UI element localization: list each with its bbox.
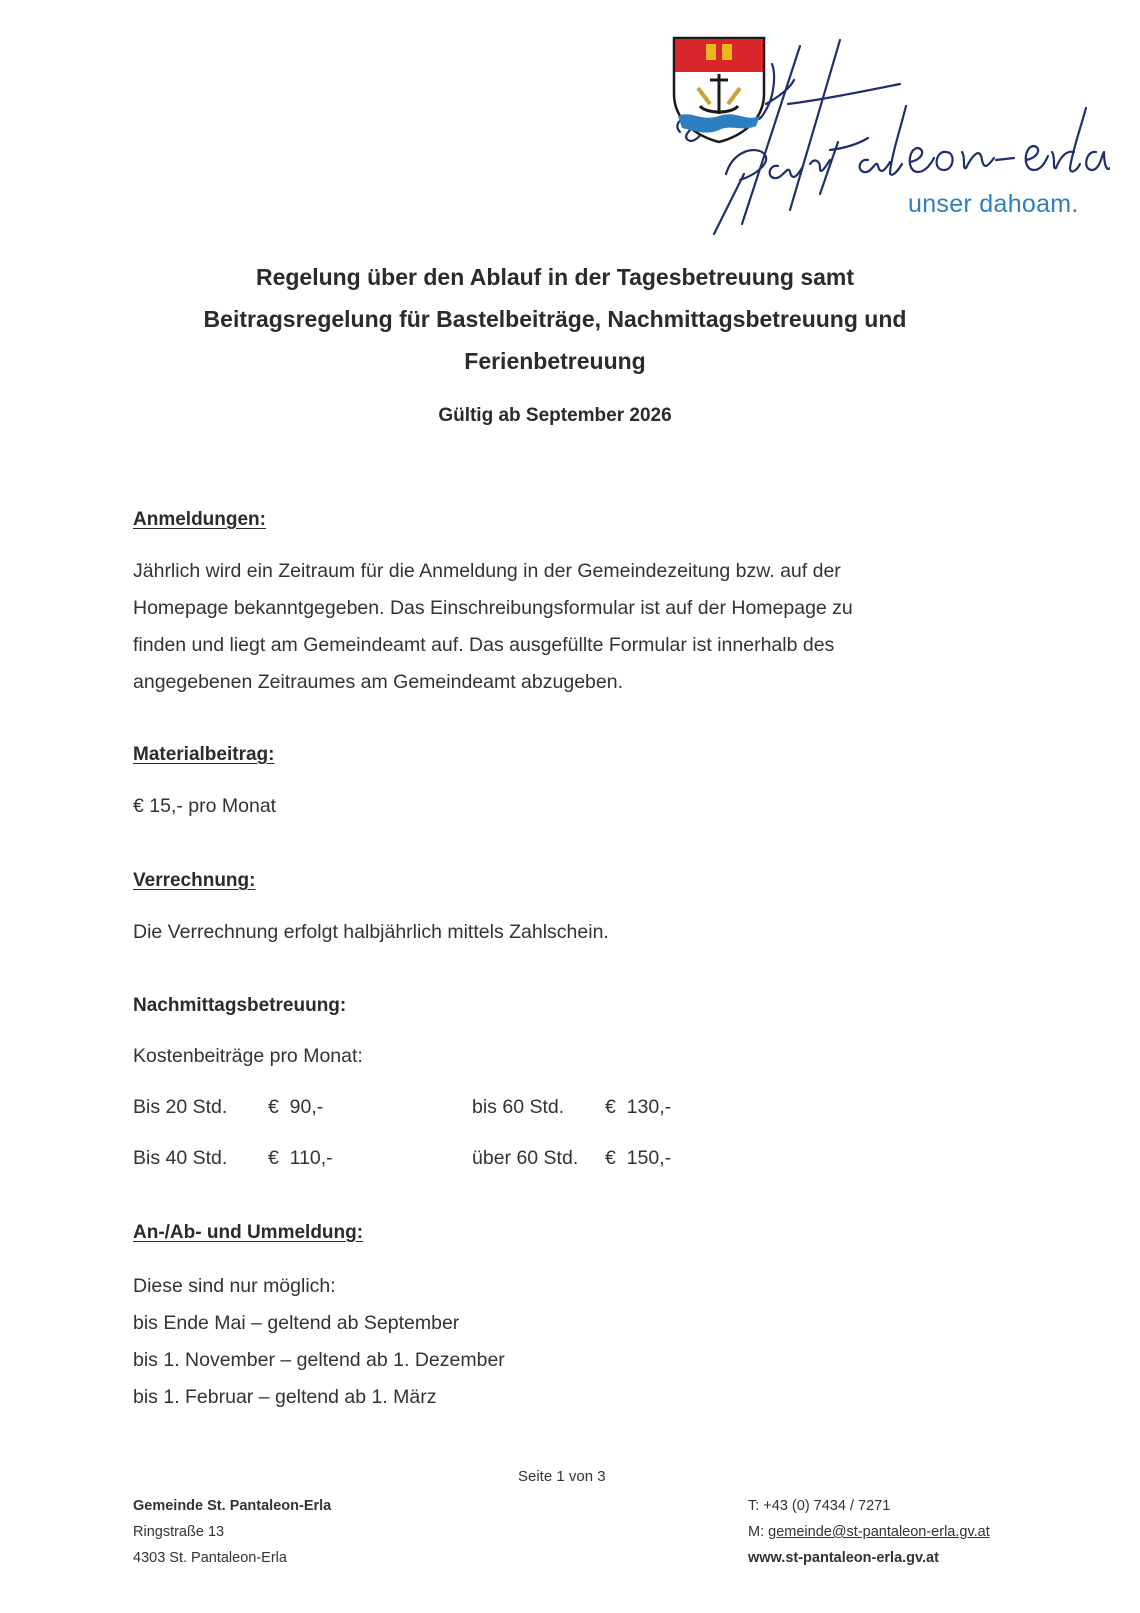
heading-anmeldungen: Anmeldungen:: [133, 509, 266, 530]
heading-nachmittagsbetreuung: Nachmittagsbetreuung:: [133, 995, 347, 1016]
ummeldung-list: [133, 1268, 993, 1416]
footer-mail-line: [748, 1519, 990, 1545]
footer-street: Ringstraße 13: [133, 1524, 225, 1540]
footer-address: [133, 1493, 331, 1571]
heading-materialbeitrag: Materialbeitrag:: [133, 744, 275, 765]
price-value: € 130,-: [605, 1096, 672, 1118]
anmeldungen-line-3: finden und liegt am Gemeindeamt auf. Das ausgefüllte Formular ist innerhalb des: [133, 634, 835, 656]
title-line-3: Ferienbetreuung: [464, 348, 646, 374]
document-title: [100, 256, 1010, 382]
anmeldungen-line-4: angegebenen Zeitraumes am Gemeindeamt abzugeben.: [133, 671, 623, 693]
hours-label: Bis 20 Std.: [133, 1096, 228, 1118]
title-line-2: Beitragsregelung für Bastelbeiträge, Nachmittagsbetreuung und: [203, 306, 907, 332]
anmeldungen-paragraph: [133, 553, 993, 701]
coat-of-arms-icon: [670, 34, 768, 144]
price-value: € 110,-: [268, 1147, 333, 1169]
ummeldung-line-2: bis Ende Mai – geltend ab September: [133, 1312, 460, 1334]
page-number: Seite 1 von 3: [518, 1468, 606, 1485]
email-link[interactable]: gemeinde@st-pantaleon-erla.gv.at: [768, 1524, 990, 1540]
website-link[interactable]: www.st-pantaleon-erla.gv.at: [748, 1550, 939, 1566]
anmeldungen-line-1: Jährlich wird ein Zeitraum für die Anmeldung in der Gemeindezeitung bzw. auf der: [133, 560, 841, 582]
hours-label: bis 60 Std.: [472, 1096, 565, 1118]
footer-org-name: Gemeinde St. Pantaleon-Erla: [133, 1498, 332, 1514]
price-value: € 150,-: [605, 1147, 672, 1169]
footer-city: 4303 St. Pantaleon-Erla: [133, 1550, 287, 1566]
municipality-logo: [670, 34, 1110, 239]
materialbeitrag-text: € 15,- pro Monat: [133, 795, 277, 817]
footer-contact: [748, 1493, 990, 1571]
nachmittag-intro: Kostenbeiträge pro Monat:: [133, 1045, 363, 1067]
heading-verrechnung: Verrechnung:: [133, 870, 256, 891]
price-value: € 90,-: [268, 1096, 324, 1118]
heading-ummeldung: An-/Ab- und Ummeldung:: [133, 1222, 364, 1243]
footer-mail-prefix: M:: [748, 1524, 769, 1540]
logo-tagline: unser dahoam.: [908, 190, 1079, 218]
footer-phone: T: +43 (0) 7434 / 7271: [748, 1498, 891, 1514]
hours-label: Bis 40 Std.: [133, 1147, 228, 1169]
ummeldung-line-4: bis 1. Februar – geltend ab 1. März: [133, 1386, 437, 1408]
title-line-1: Regelung über den Ablauf in der Tagesbetreuung samt: [255, 264, 855, 290]
ummeldung-line-1: Diese sind nur möglich:: [133, 1275, 336, 1297]
anmeldungen-line-2: Homepage bekanntgegeben. Das Einschreibungsformular ist auf der Homepage zu: [133, 597, 853, 619]
verrechnung-text: Die Verrechnung erfolgt halbjährlich mittels Zahlschein.: [133, 921, 609, 943]
ummeldung-line-3: bis 1. November – geltend ab 1. Dezember: [133, 1349, 505, 1371]
hours-label: über 60 Std.: [472, 1147, 579, 1169]
validity-date: Gültig ab September 2026: [438, 405, 672, 426]
